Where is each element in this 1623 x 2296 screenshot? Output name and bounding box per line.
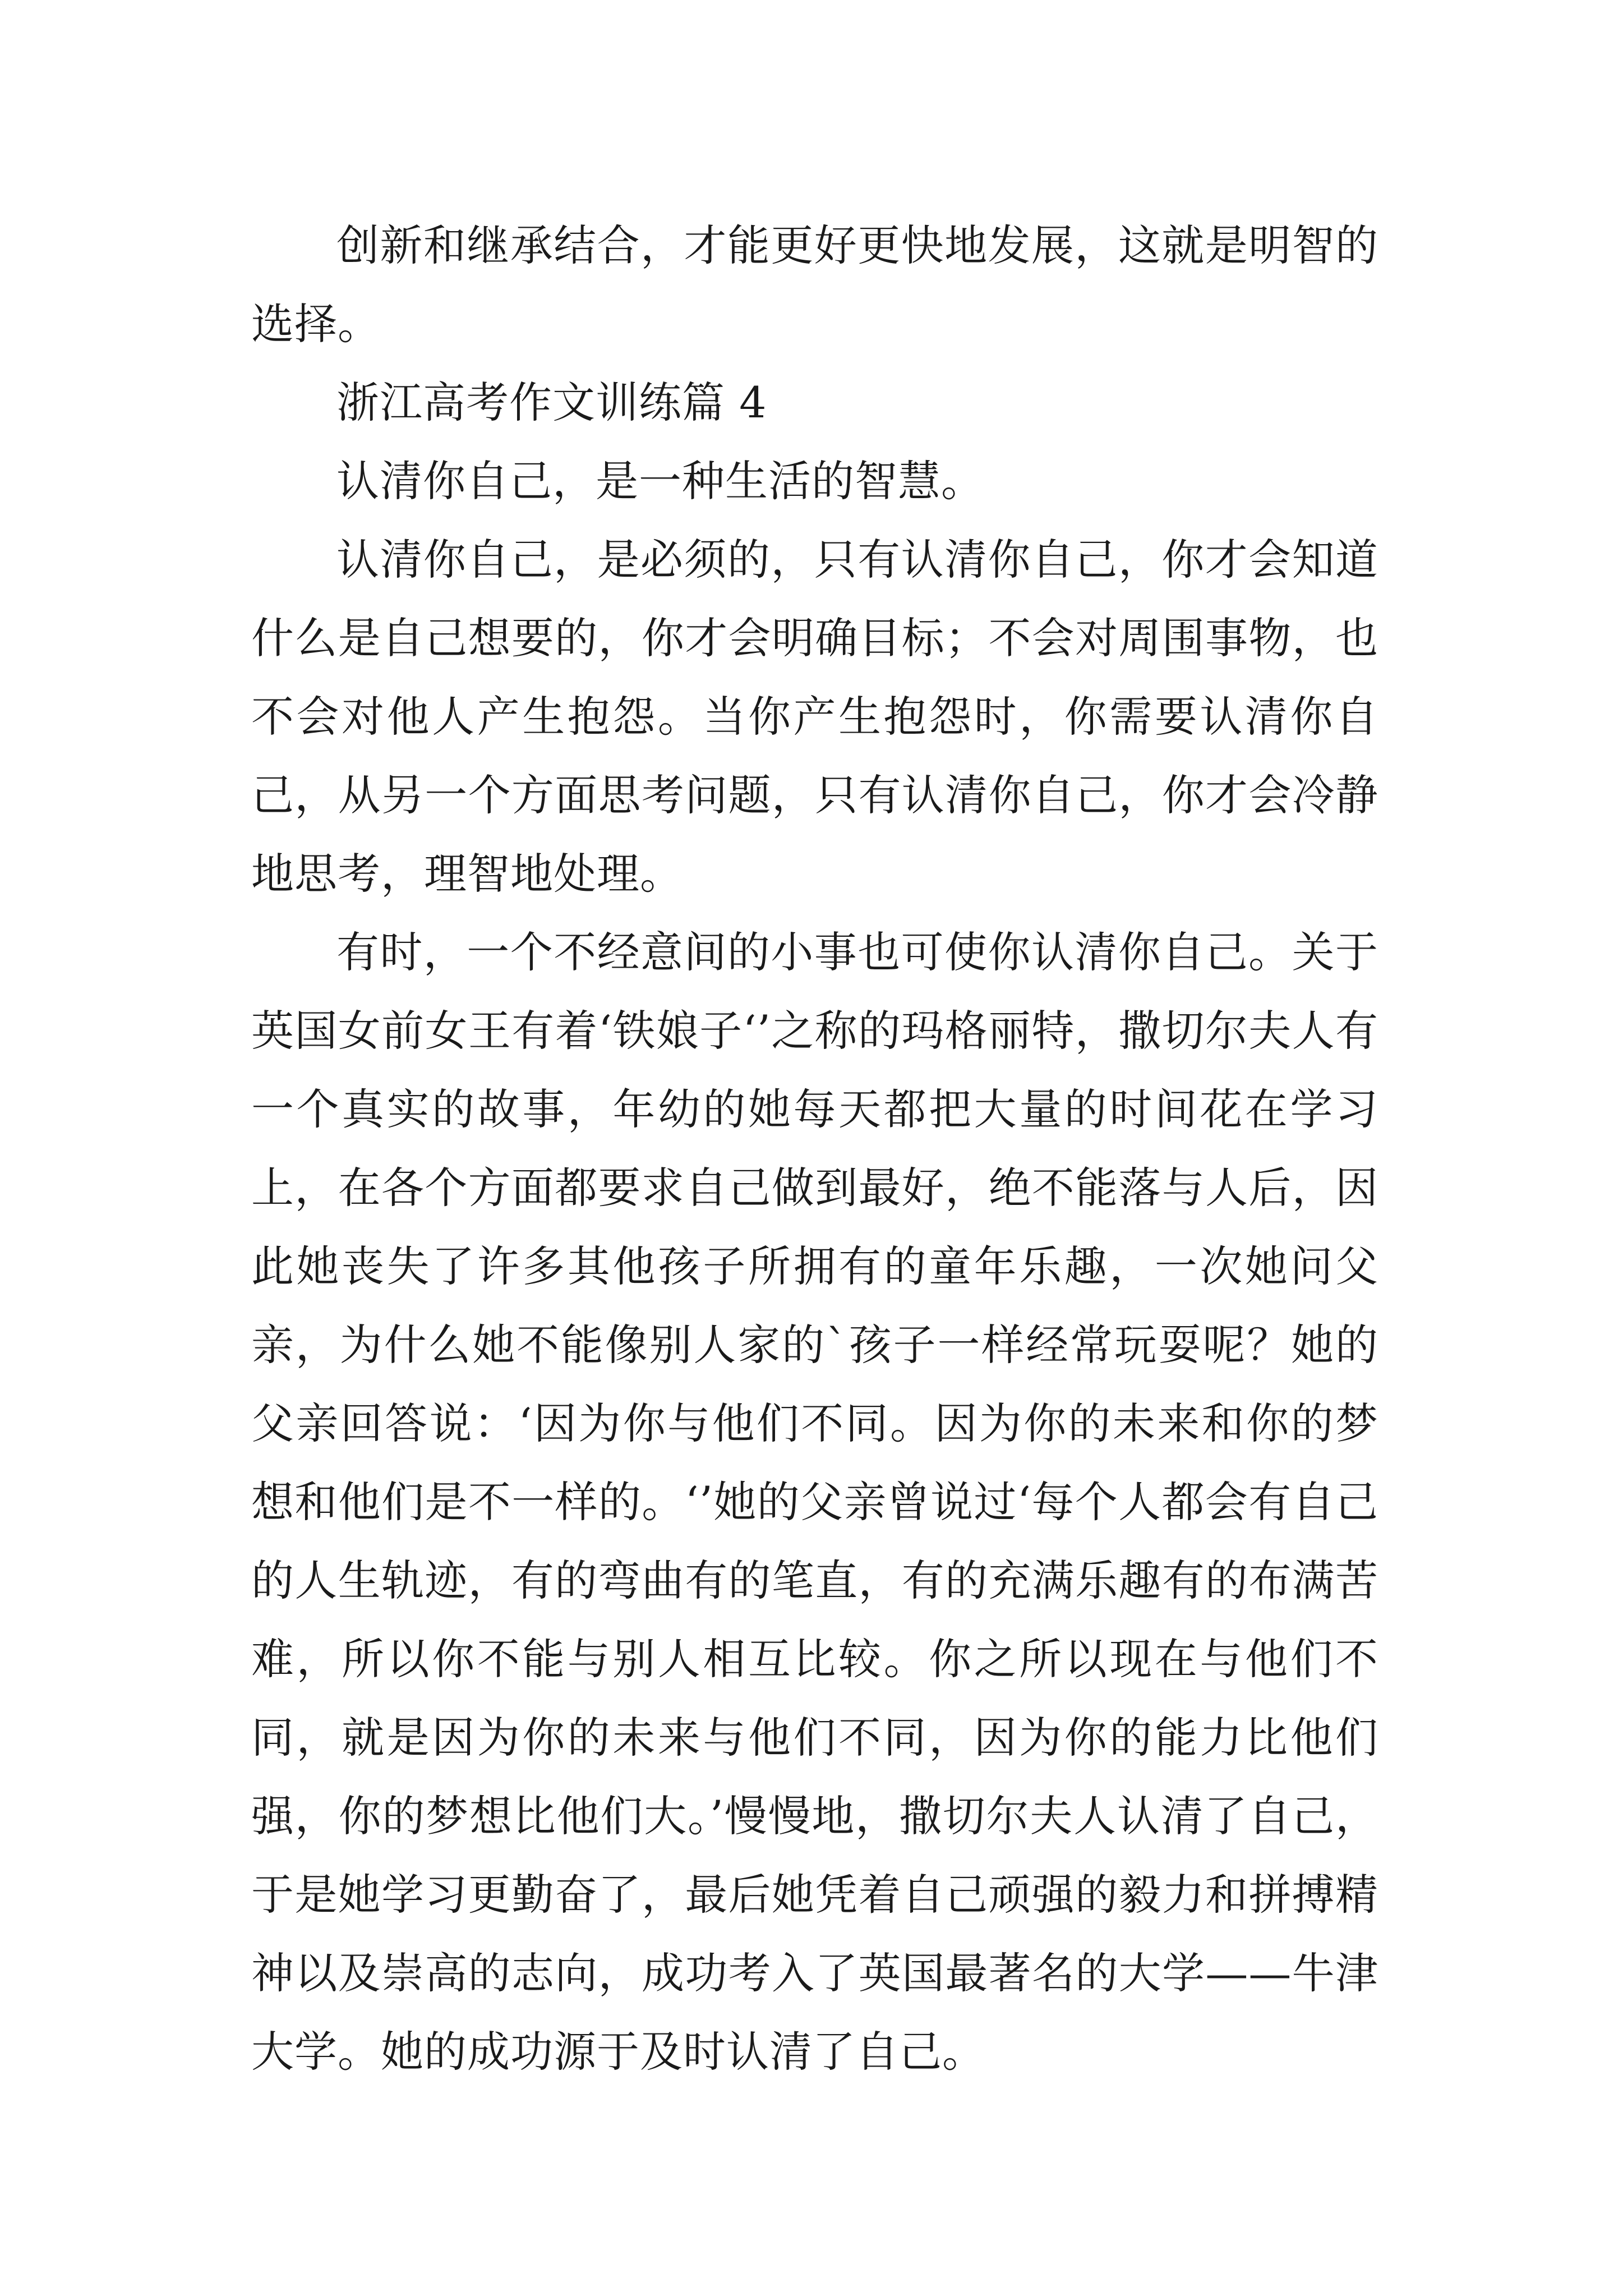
- document-body: [251, 206, 1378, 2091]
- paragraph-example: 有时，一个不经意间的小事也可使你认清你自己。关于英国女前女王有着‘铁娘子‘’之称的玛格丽特，撒切尔夫人有一个真实的故事，年幼的她每天都把大量的时间花在学习上，在各个方面都要求自己做到最好，绝不能落与人后，因此她丧失了许多其他孩子所拥有的童年乐趣，一次她问父亲，为什么她不能像别人家的`孩子一样经常玩耍呢？她的父亲回答说：‘因为你与他们不同。因为你的未来和你的梦想和他们是不一样的。‘’她的父亲曾说过‘每个人都会有自己的人生轨迹，有的弯曲有的笔直，有的充满乐趣有的布满苦难，所以你不能与别人相互比较。你之所以现在与他们不同，就是因为你的未来与他们不同，因为你的能力比他们强，你的梦想比他们大。’慢慢地，撒切尔夫人认清了自己，于是她学习更勤奋了，最后她凭着自己顽强的毅力和拼搏精神以及崇高的志向，成功考入了英国最著名的大学——牛津大学。她的成功源于及时认清了自己。: [251, 927, 1378, 2077]
- section-heading: 浙江高考作文训练篇 4: [336, 378, 767, 427]
- paragraph-argument: 认清你自己，是必须的，只有认清你自己，你才会知道什么是自己想要的，你才会明确目标；不会对周围事物，也不会对他人产生抱怨。当你产生抱怨时，你需要认清你自己，从另一个方面思考问题，只有认清你自己，你才会冷静地思考，理智地处理。: [251, 535, 1378, 899]
- paragraph-thesis: 认清你自己，是一种生活的智慧。: [336, 456, 984, 506]
- paragraph-conclusion: 创新和继承结合，才能更好更快地发展，这就是明智的选择。: [251, 220, 1378, 349]
